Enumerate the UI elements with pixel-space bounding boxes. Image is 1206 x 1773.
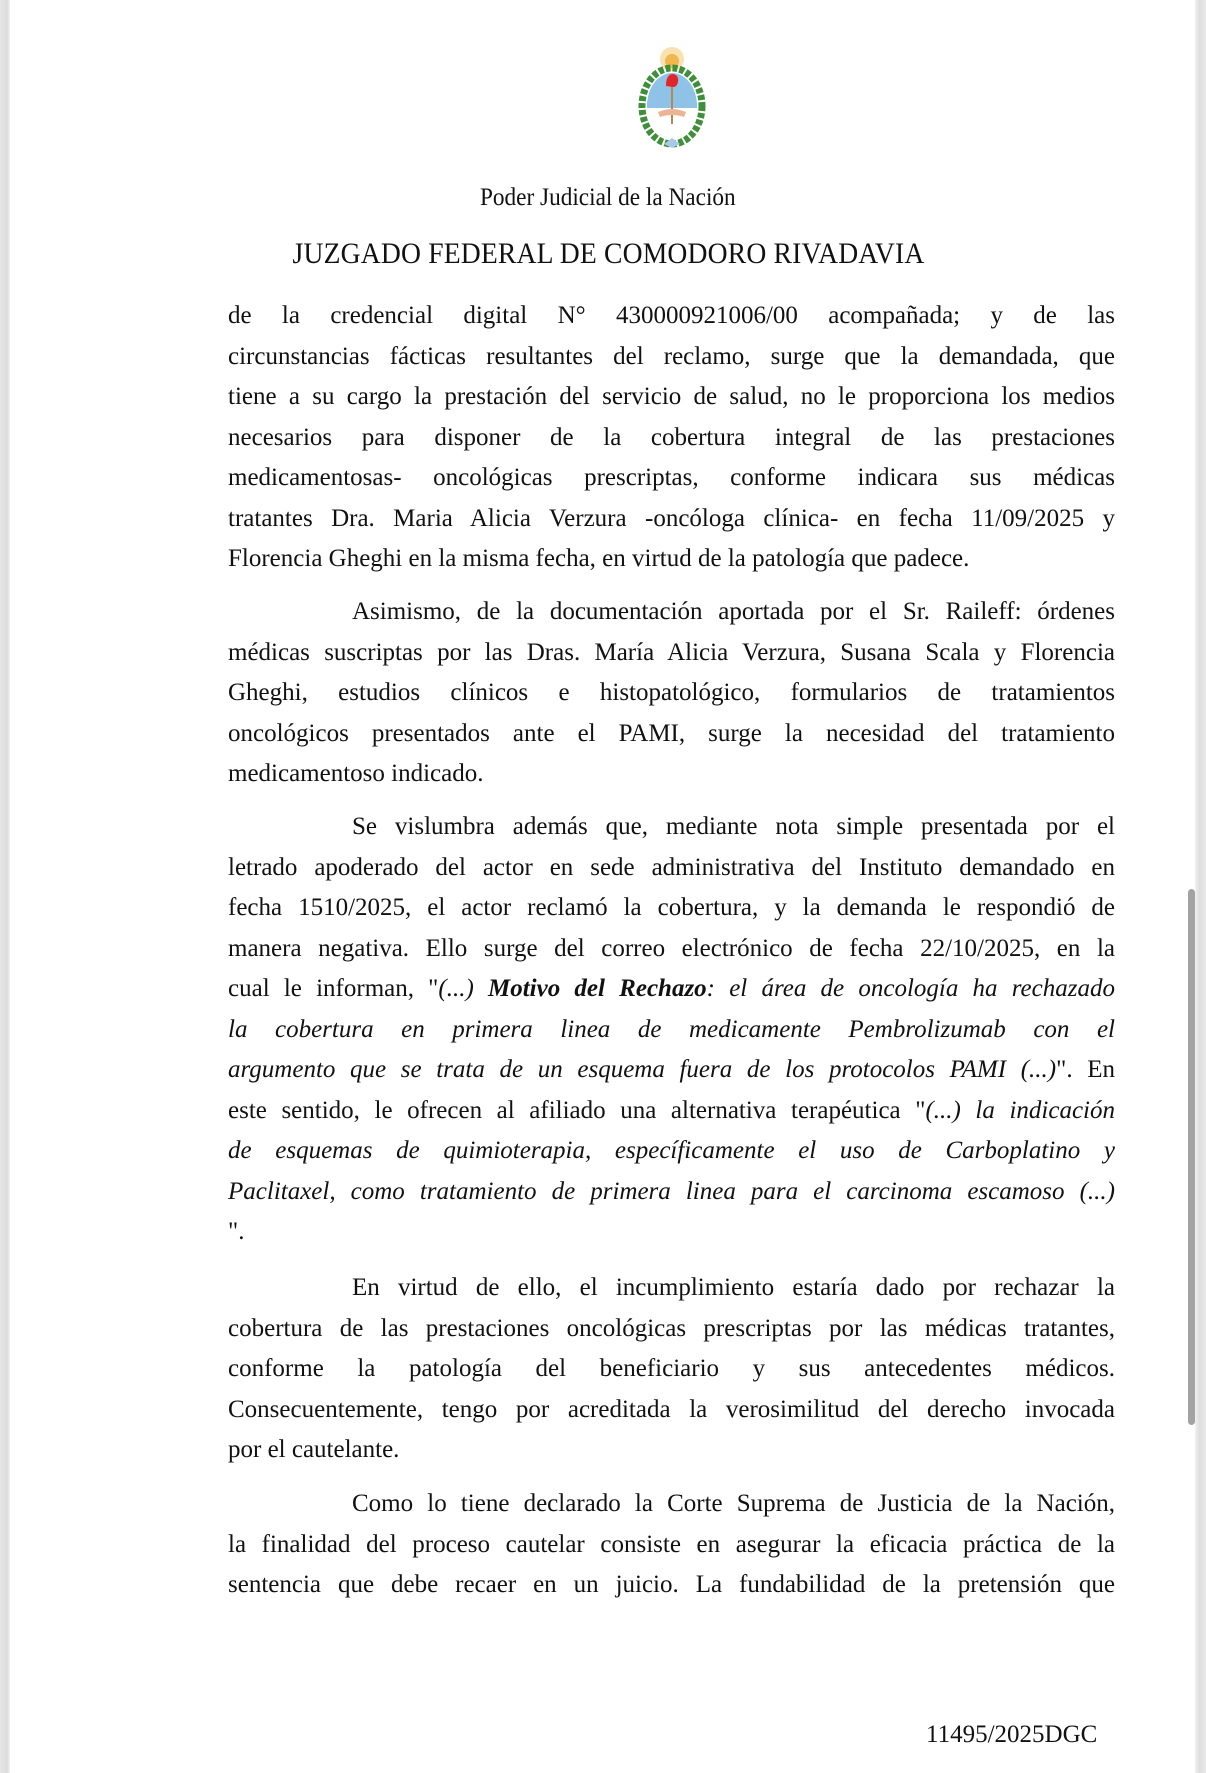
text-line: tratantes Dra. Maria Alicia Verzura -oncóloga clínica- en fecha 11/09/2025 y [228, 505, 1115, 532]
ellipsis-quote: (...) [438, 975, 488, 1002]
institution-header: Poder Judicial de la Nación [479, 184, 736, 211]
text-run: cual le informan, " [228, 975, 439, 1002]
case-code: 11495/2025DGC [926, 1721, 1098, 1748]
text-line: medicamentosas- oncológicas prescriptas, conforme indicara sus médicas [228, 464, 1115, 491]
text-line: Asimismo, de la documentación aportada por el Sr. Raileff: órdenes [352, 598, 1115, 625]
quoted-text: argumento que se trata de un esquema fuera de los protocolos PAMI (...) [228, 1056, 1057, 1083]
text-line: Se vislumbra además que, mediante nota simple presentada por el [352, 813, 1115, 840]
coat-of-arms-icon [636, 44, 708, 156]
text-line: conforme la patología del beneficiario y sus antecedentes médicos. [228, 1355, 1115, 1382]
text-line: Florencia Gheghi en la misma fecha, en virtud de la patología que padece. [228, 545, 970, 572]
text-line: Consecuentemente, tengo por acreditada la verosimilitud del derecho invocada [228, 1396, 1115, 1423]
text-line: necesarios para disponer de la cobertura integral de las prestaciones [228, 424, 1115, 451]
text-line: la finalidad del proceso cautelar consiste en asegurar la eficacia práctica de la [228, 1531, 1115, 1558]
text-line: por el cautelante. [228, 1436, 400, 1463]
text-line: Como lo tiene declarado la Corte Suprema de Justicia de la Nación, [352, 1490, 1115, 1517]
court-title: JUZGADO FEDERAL DE COMODORO RIVADAVIA [292, 237, 925, 270]
text-line [228, 1054, 1115, 1086]
quoted-text: : el área de oncología ha rechazado [706, 975, 1115, 1002]
text-line: médicas suscriptas por las Dras. María Alicia Verzura, Susana Scala y Florencia [228, 639, 1115, 666]
rejection-reason-label: Motivo del Rechazo [488, 975, 707, 1002]
text-run: este sentido, le ofrecen al afiliado una alternativa terapéutica " [228, 1097, 926, 1124]
text-line: manera negativa. Ello surge del correo electrónico de fecha 22/10/2025, en la [228, 935, 1115, 962]
text-line: sentencia que debe recaer en un juicio. La fundabilidad de la pretensión que [228, 1571, 1115, 1598]
text-line: oncológicos presentados ante el PAMI, surge la necesidad del tratamiento [228, 720, 1115, 747]
text-line: medicamentoso indicado. [228, 760, 484, 787]
text-line [228, 1095, 1115, 1127]
viewer-right-edge [1195, 0, 1206, 1773]
quoted-line: la cobertura en primera linea de medicamente Pembrolizumab con el [228, 1016, 1115, 1043]
quoted-line: de esquemas de quimioterapia, específicamente el uso de Carboplatino y [228, 1137, 1115, 1164]
text-line: cobertura de las prestaciones oncológicas prescriptas por las médicas tratantes, [228, 1315, 1115, 1342]
text-line [228, 973, 1115, 1005]
text-line: Gheghi, estudios clínicos e histopatológico, formularios de tratamientos [228, 679, 1115, 706]
text-line: tiene a su cargo la prestación del servicio de salud, no le proporciona los medios [228, 383, 1115, 410]
text-line: circunstancias fácticas resultantes del reclamo, surge que la demandada, que [228, 343, 1115, 370]
text-line: de la credencial digital N° 430000921006/00 acompañada; y de las [228, 302, 1115, 329]
viewer-left-edge [0, 0, 10, 1773]
text-line: ". [228, 1218, 245, 1245]
quoted-line: Paclitaxel, como tratamiento de primera linea para el carcinoma escamoso (...) [228, 1178, 1115, 1205]
text-line: letrado apoderado del actor en sede administrativa del Instituto demandado en [228, 854, 1115, 881]
vertical-scrollbar[interactable] [1188, 889, 1195, 1425]
text-run: ". En [1056, 1056, 1115, 1083]
text-line: fecha 1510/2025, el actor reclamó la cobertura, y la demanda le respondió de [228, 894, 1115, 921]
quoted-text: (...) la indicación [925, 1097, 1115, 1124]
text-line: En virtud de ello, el incumplimiento estaría dado por rechazar la [352, 1274, 1115, 1301]
